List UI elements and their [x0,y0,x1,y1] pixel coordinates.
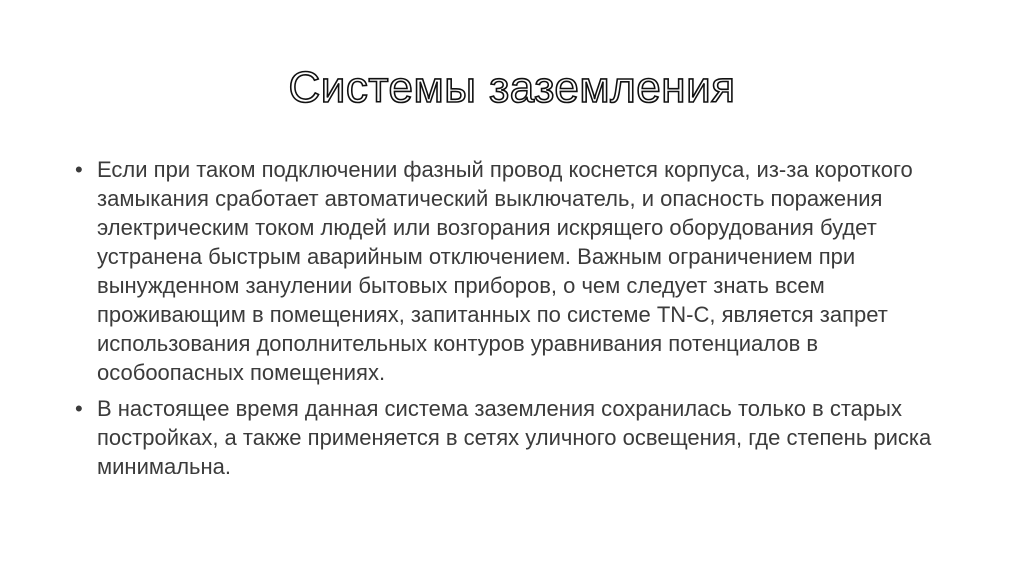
bullet-item [72,155,932,387]
bullet-text: В настоящее время данная система заземления сохранилась только в старых постройках, а также применяется в сетях уличного освещения, где степень риска минимальна. [97,396,932,479]
slide-title: Системы заземления [288,63,736,112]
bullet-item [72,394,932,481]
bullet-list [72,155,932,488]
bullet-marker: • [75,396,83,421]
bullet-marker: • [75,157,83,182]
bullet-text: Если при таком подключении фазный провод коснется корпуса, из-за короткого замыкания сработает автоматический выключатель, и опасность поражения электрическим током людей или возгорания искрящего оборудования будет устранена быстрым аварийным отключением. Важным ограничением при вынужденном занулении бытовых приборов, о чем следует знать всем проживающим в помещениях, запитанных по системе TN-C, является запрет использования дополнительных контуров уравнивания потенциалов в особоопасных помещениях. [97,157,913,385]
